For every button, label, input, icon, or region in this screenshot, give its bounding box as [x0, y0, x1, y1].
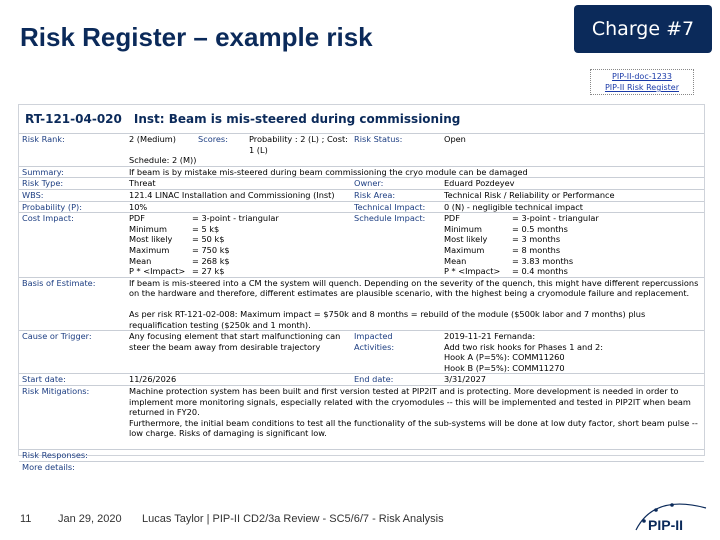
- logo-dot-icon: [670, 503, 674, 507]
- start-date-value: 11/26/2026: [126, 374, 351, 386]
- row-details: [19, 461, 704, 472]
- cost-key: Most likely: [129, 234, 173, 245]
- cost-val: = 50 k$: [192, 234, 225, 245]
- scores-value: Probability : 2 (L) ; Cost: 1 (L): [246, 134, 351, 156]
- doc-link[interactable]: PIP-II-doc-1233: [612, 72, 672, 81]
- sched-val: = 8 months: [512, 244, 561, 255]
- mitigations-label: Risk Mitigations:: [19, 386, 126, 450]
- sched-val: = 3.83 months: [512, 255, 574, 266]
- sched-val: = 0.4 months: [512, 266, 568, 277]
- row-mitigations: [19, 386, 704, 450]
- row-rank: [19, 134, 704, 156]
- risk-id: RT-121-04-020: [25, 112, 122, 126]
- details-label: More details:: [19, 461, 126, 472]
- end-date-value: 3/31/2027: [441, 374, 704, 386]
- technical-impact-value: 0 (N) - negligible technical impact: [441, 201, 704, 213]
- type-label: Risk Type:: [19, 178, 126, 190]
- cost-val: = 5 k$: [192, 223, 220, 234]
- cost-val: = 750 k$: [192, 244, 230, 255]
- basis-label: Basis of Estimate:: [19, 277, 126, 330]
- sched-key: PDF: [444, 213, 460, 224]
- responses-label: Risk Responses:: [19, 450, 126, 462]
- risk-table: [19, 133, 704, 472]
- cost-val: = 27 k$: [192, 266, 225, 277]
- status-label: Risk Status:: [351, 134, 441, 156]
- cost-key: Minimum: [129, 223, 167, 234]
- charge-badge: Charge #7: [574, 5, 712, 53]
- sched-key: Maximum: [444, 244, 485, 255]
- risk-title: Inst: Beam is mis-steered during commissioning: [133, 112, 461, 126]
- cost-val: = 268 k$: [192, 255, 230, 266]
- technical-impact-label: Technical Impact:: [351, 201, 441, 213]
- sched-val: = 3-point - triangular: [512, 213, 599, 224]
- page-number: 11: [20, 513, 32, 525]
- pip-ii-logo: [634, 500, 708, 534]
- row-cause: [19, 331, 704, 374]
- status-value: Open: [441, 134, 704, 156]
- wbs-label: WBS:: [19, 189, 126, 201]
- cause-value: Any focusing element that start malfunctioning can steer the beam away from desirable trajectory: [126, 331, 351, 374]
- footer-meeting: Lucas Taylor | PIP-II CD2/3a Review - SC5/6/7 - Risk Analysis: [142, 513, 444, 525]
- row-type: [19, 178, 704, 190]
- basis-paragraph: As per risk RT-121-02-008: Maximum impact = $750k and 8 months = rebuild of the module ($500k labor and 7 months) plus requalification testing ($250k and 1 month).: [129, 308, 646, 330]
- wbs-value: 121.4 LINAC Installation and Commissioning (Inst): [126, 189, 351, 201]
- cost-impact-block: [126, 213, 351, 278]
- owner-label: Owner:: [351, 178, 441, 190]
- row-basis: [19, 277, 704, 330]
- logo-dot-icon: [654, 508, 658, 512]
- start-date-label: Start date:: [19, 374, 126, 386]
- sched-key: P * <Impact>: [444, 266, 501, 277]
- impacted-label: Impacted: [354, 331, 393, 342]
- mitigation-paragraph: Furthermore, the initial beam conditions to test all the functionality of the sub-systems will be done at low duty factor, short beam pulse -- low charge. Risks of damaging is significant low.: [129, 417, 698, 439]
- schedule-impact-block: [441, 213, 704, 278]
- sched-key: Mean: [444, 255, 467, 266]
- row-summary: [19, 166, 704, 178]
- risk-heading: [19, 105, 704, 133]
- row-wbs: [19, 189, 704, 201]
- summary-value: If beam is by mistake mis-steered during beam commissioning the cryo module can be damaged: [126, 166, 704, 178]
- impacted-line: Hook A (P=5%): COMM11260: [444, 352, 565, 363]
- end-date-label: End date:: [351, 374, 441, 386]
- rank-label: Risk Rank:: [19, 134, 126, 156]
- basis-paragraph: If beam is mis-steered into a CM the system will quench. Depending on the severity of the quench, this might have different repercussions on the hardware and therefore, different estimates are plausible scenario, with the highest being a cryomodule failure and replacement.: [129, 277, 699, 299]
- slide-title: Risk Register – example risk: [20, 22, 373, 52]
- logo-text: PIP-II: [648, 517, 684, 533]
- impacted-line: Add two risk hooks for Phases 1 and 2:: [444, 341, 604, 352]
- mitigation-paragraph: Machine protection system has been built and first version tested at PIP2IT and is protecting. More development is needed in order to implement more monitoring signals, especially related with the cryomodules -- this will be implemented and tested in PIP2IT when beam returned in FY20.: [129, 386, 691, 418]
- row-responses: [19, 450, 704, 462]
- row-dates: [19, 374, 704, 386]
- cost-key: Maximum: [129, 244, 170, 255]
- schedule-impact-label: Schedule Impact:: [351, 213, 441, 278]
- row-impacts: [19, 213, 704, 278]
- cost-key: Mean: [129, 255, 152, 266]
- logo-dot-icon: [642, 519, 646, 523]
- cost-val: = 3-point - triangular: [192, 213, 279, 224]
- cause-label: Cause or Trigger:: [19, 331, 126, 374]
- scores-label: Scores:: [195, 134, 246, 156]
- row-probability: [19, 201, 704, 213]
- cost-impact-label: Cost Impact:: [19, 213, 126, 278]
- sched-val: = 3 months: [512, 234, 561, 245]
- schedule-score: Schedule: 2 (M)): [129, 155, 197, 166]
- type-value: Threat: [126, 178, 351, 190]
- probability-value: 10%: [126, 201, 351, 213]
- sched-val: = 0.5 months: [512, 223, 568, 234]
- footer-date: Jan 29, 2020: [58, 513, 122, 525]
- area-label: Risk Area:: [351, 189, 441, 201]
- cost-key: P * <Impact>: [129, 266, 186, 277]
- risk-register-panel: [18, 104, 705, 472]
- impacted-line: 2019-11-21 Fernanda:: [444, 331, 536, 342]
- impacted-line: Hook B (P=5%): COMM11270: [444, 362, 565, 373]
- area-value: Technical Risk / Reliability or Performance: [441, 189, 704, 201]
- document-links: [590, 69, 694, 95]
- risk-register-link[interactable]: PIP-II Risk Register: [604, 83, 680, 92]
- sched-key: Most likely: [444, 234, 488, 245]
- summary-label: Summary:: [19, 166, 126, 178]
- row-schedule-score: [19, 155, 704, 166]
- probability-label: Probability (P):: [19, 201, 126, 213]
- rank-value: 2 (Medium): [129, 134, 176, 144]
- cost-key: PDF: [129, 213, 145, 224]
- activities-label: Activities:: [354, 341, 395, 352]
- owner-value: Eduard Pozdeyev: [441, 178, 704, 190]
- sched-key: Minimum: [444, 223, 482, 234]
